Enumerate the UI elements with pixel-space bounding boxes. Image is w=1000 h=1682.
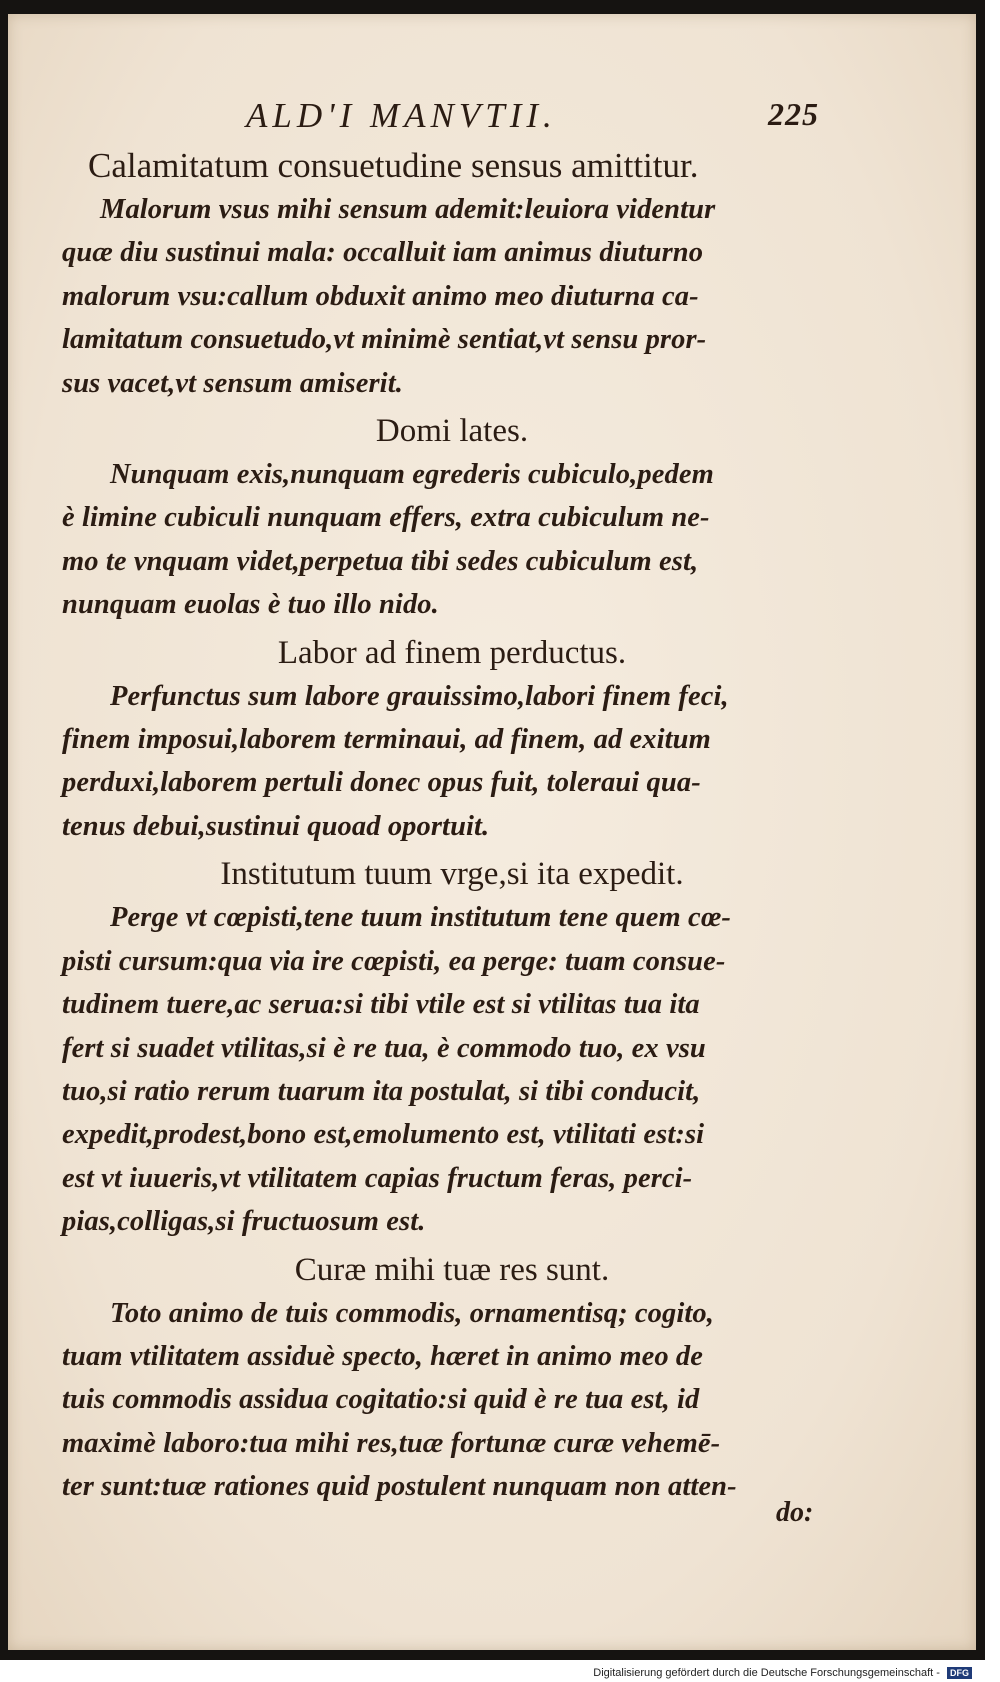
text-line: mo te vnquam videt,perpetua tibi sedes cubiculum est,	[62, 545, 699, 577]
text-line: est vt iuueris,vt vtilitatem capias fructum feras, perci-	[62, 1162, 693, 1194]
text-line: Perfunctus sum labore grauissimo,labori finem feci,	[110, 680, 729, 712]
text-line: maximè laboro:tua mihi res,tuæ fortunæ curæ vehemē-	[62, 1427, 721, 1459]
section-heading: Institutum tuum vrge,si ita expedit.	[220, 856, 684, 893]
text-line: malorum vsu:callum obduxit animo meo diuturna ca-	[62, 280, 699, 312]
text-line: tuo,si ratio rerum tuarum ita postulat, si tibi conducit,	[62, 1075, 701, 1107]
text-line: Nunquam exis,nunquam egrederis cubiculo,pedem	[110, 459, 714, 491]
running-head: ALD'I MANVTII.	[246, 96, 557, 135]
page-number: 225	[768, 96, 819, 132]
page-header	[8, 92, 976, 142]
text-line: expedit,prodest,bono est,emolumento est, vtilitati est:si	[62, 1119, 705, 1151]
text-line: fert si suadet vtilitas,si è re tua, è commodo tuo, ex vsu	[62, 1032, 706, 1064]
credit-text: Digitalisierung gefördert durch die Deutsche Forschungsgemeinschaft -	[593, 1666, 940, 1679]
text-line: finem imposui,laborem terminaui, ad finem, ad exitum	[62, 724, 711, 756]
text-line: perduxi,laborem pertuli donec opus fuit, toleraui qua-	[62, 767, 701, 799]
text-line: pisti cursum:qua via ire cœpisti, ea perge: tuam consue-	[62, 945, 726, 977]
text-line: Perge vt cœpisti,tene tuum institutum tene quem cœ-	[110, 902, 732, 934]
text-line: ter sunt:tuæ rationes quid postulent nunquam non atten-	[62, 1471, 737, 1503]
text-line: tuam vtilitatem assiduè specto, hæret in animo meo de	[62, 1340, 704, 1372]
dfg-logo: DFG	[947, 1667, 972, 1679]
text-line: è limine cubiculi nunquam effers, extra cubiculum ne-	[62, 502, 710, 534]
text-line: quæ diu sustinui mala: occalluit iam animus diuturno	[62, 237, 704, 269]
text-line: pias,colligas,si fructuosum est.	[62, 1206, 426, 1238]
text-line: tudinem tuere,ac serua:si tibi vtile est si vtilitas tua ita	[62, 989, 700, 1021]
text-line: sus vacet,vt sensum amiserit.	[62, 367, 403, 399]
text-line: lamitatum consuetudo,vt minimè sentiat,vt sensu pror-	[62, 324, 707, 356]
section-heading: Domi lates.	[375, 413, 529, 450]
text-line: nunquam euolas è tuo illo nido.	[62, 589, 439, 621]
text-block	[62, 144, 842, 1509]
section-heading: Curæ mihi tuæ res sunt.	[294, 1251, 610, 1288]
digitization-credit	[593, 1667, 972, 1679]
text-line: Malorum vsus mihi sensum ademit:leuiora videntur	[100, 194, 716, 225]
text-line: Toto animo de tuis commodis, ornamentisq; cogito,	[110, 1297, 714, 1329]
catchword: do:	[776, 1497, 814, 1528]
text-line: tuis commodis assidua cogitatio:si quid è re tua est, id	[62, 1384, 700, 1416]
section-heading: Labor ad finem perductus.	[277, 634, 627, 671]
text-line: tenus debui,sustinui quoad oportuit.	[62, 810, 490, 842]
book-page	[8, 14, 976, 1650]
section-heading: Calamitatum consuetudine sensus amittitur.	[88, 146, 699, 185]
